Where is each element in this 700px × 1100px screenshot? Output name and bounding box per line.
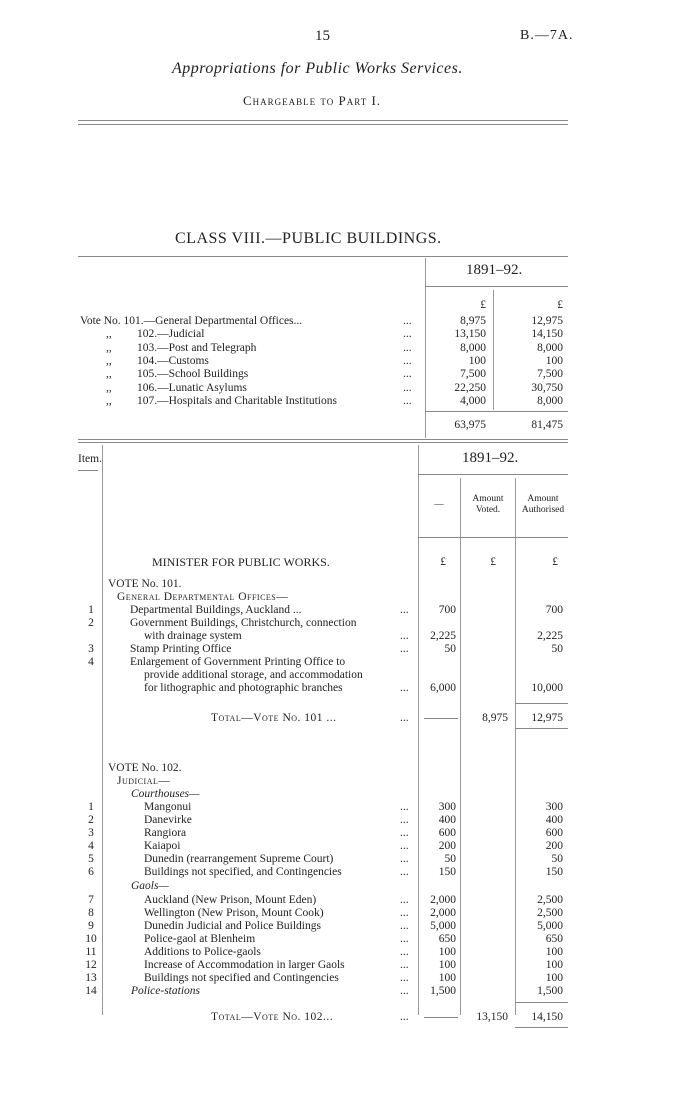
item-amount: 100 — [438, 946, 456, 958]
item-amount: 50 — [444, 853, 456, 865]
header-rule — [78, 120, 568, 121]
item-number: 1 — [88, 604, 94, 616]
summary-ditto: ,, — [106, 394, 112, 407]
summary-ditto: ,, — [106, 328, 112, 341]
item-amount: 2,000 — [430, 894, 456, 906]
item-dots: ... — [400, 907, 409, 919]
section-rule — [78, 439, 568, 440]
vote-102-authorised-rule — [515, 1002, 568, 1003]
vote-102-total-dots: ... — [400, 1011, 409, 1023]
item-authorised: 2,225 — [537, 630, 563, 642]
summary-year-rule — [425, 286, 568, 287]
summary-row-col1: 8,000 — [460, 341, 486, 354]
item-authorised: 150 — [545, 866, 563, 878]
item-number: 14 — [85, 985, 97, 997]
courthouses-heading: Courthouses— — [131, 788, 200, 800]
vote-102-total-label: Total—Vote No. 102... — [211, 1011, 334, 1023]
document-reference: B.—7A. — [520, 28, 574, 43]
item-number: 11 — [85, 946, 97, 958]
vote-101-total-label: Total—Vote No. 101 ... — [211, 712, 337, 724]
vote-102-total-voted: 13,150 — [476, 1011, 508, 1023]
item-dots: ... — [400, 959, 409, 971]
summary-ditto: ,, — [106, 341, 112, 354]
summary-col1-unit: £ — [480, 299, 486, 311]
item-authorised: 100 — [545, 972, 563, 984]
page-subtitle: Chargeable to Part I. — [243, 93, 382, 108]
item-amount: 2,225 — [430, 630, 456, 642]
item-description: Rangiora — [144, 827, 187, 839]
item-amount: 650 — [438, 933, 456, 945]
summary-col2-unit: £ — [557, 299, 563, 311]
item-amount: 400 — [438, 814, 456, 826]
detail-voted-border — [460, 478, 461, 1015]
item-authorised: 300 — [545, 801, 563, 813]
vote-101-dash — [424, 718, 458, 719]
summary-top-rule — [78, 256, 568, 257]
item-dots: ... — [400, 840, 409, 852]
item-dots: ... — [400, 801, 409, 813]
item-number: 3 — [88, 643, 94, 655]
summary-row-col1: 7,500 — [460, 368, 486, 381]
summary-col-divider — [493, 290, 494, 410]
item-number: 10 — [85, 933, 97, 945]
detail-year-rule — [418, 474, 568, 475]
item-description: Auckland (New Prison, Mount Eden) — [144, 894, 317, 906]
item-amount: 6,000 — [430, 682, 456, 694]
summary-row-col1: 100 — [468, 354, 486, 367]
summary-row-col2: 8,000 — [537, 341, 563, 354]
item-description: Danevirke — [144, 814, 192, 826]
item-description: Enlargement of Government Printing Office to — [130, 656, 346, 668]
item-amount: 100 — [438, 972, 456, 984]
item-authorised: 600 — [545, 827, 563, 839]
item-amount: 600 — [438, 827, 456, 839]
item-dots: ... — [400, 643, 409, 655]
item-amount: 700 — [438, 604, 456, 616]
item-dots: ... — [400, 985, 409, 997]
vote-101-bottom-rule — [515, 728, 568, 729]
item-description: Wellington (New Prison, Mount Cook) — [144, 907, 324, 919]
item-dots: ... — [400, 604, 409, 616]
minister-heading: MINISTER FOR PUBLIC WORKS. — [152, 555, 330, 569]
summary-row-dots: ... — [403, 381, 412, 394]
detail-year: 1891–92. — [462, 450, 519, 466]
summary-row-label: 106.—Lunatic Asylums — [137, 381, 247, 394]
item-dots: ... — [400, 814, 409, 826]
section-rule-2 — [78, 442, 568, 443]
item-description: Police-gaol at Blenheim — [144, 933, 256, 945]
summary-row-dots: ... — [403, 354, 412, 367]
summary-row-col2: 30,750 — [531, 381, 563, 394]
item-authorised: 10,000 — [531, 682, 563, 694]
vote-101-total-authorised: 12,975 — [531, 712, 563, 724]
amount-voted-header: Amount Voted. — [472, 494, 504, 515]
item-header-rule — [78, 470, 98, 471]
item-number: 12 — [85, 959, 97, 971]
item-number: 7 — [88, 894, 94, 906]
summary-row-col2: 14,150 — [531, 328, 563, 341]
summary-row-col1: 13,150 — [454, 328, 486, 341]
item-number: 13 — [85, 972, 97, 984]
summary-row-col2: 12,975 — [531, 315, 563, 327]
item-description: Kaiapoi — [144, 840, 181, 852]
summary-ditto: ,, — [106, 354, 112, 367]
detail-col-head-rule — [418, 537, 568, 538]
item-authorised: 50 — [551, 853, 563, 865]
summary-total-col1: 63,975 — [454, 419, 486, 431]
item-number: 9 — [88, 920, 94, 932]
vote-101-authorised-rule — [515, 703, 568, 704]
summary-ditto: ,, — [106, 381, 112, 394]
summary-ditto: ,, — [106, 368, 112, 381]
detail-amount-border — [418, 445, 419, 1015]
item-dots: ... — [400, 853, 409, 865]
vote-102-dash — [424, 1017, 458, 1018]
item-dots: ... — [400, 933, 409, 945]
item-authorised: 2,500 — [537, 894, 563, 906]
item-authorised: 400 — [545, 814, 563, 826]
item-authorised: 100 — [545, 946, 563, 958]
item-dots: ... — [400, 946, 409, 958]
item-column-header: Item. — [78, 453, 102, 465]
summary-row-col1: 4,000 — [460, 394, 486, 407]
item-description: Buildings not specified, and Contingencies — [144, 866, 342, 878]
item-amount: 1,500 — [430, 985, 456, 997]
item-dots: ... — [400, 866, 409, 878]
item-description: provide additional storage, and accommodation — [144, 669, 363, 681]
vote-101-subheading: General Departmental Offices— — [117, 591, 289, 603]
vote-102-total-authorised: 14,150 — [531, 1011, 563, 1023]
item-description: with drainage system — [144, 630, 242, 642]
summary-row-dots: ... — [403, 315, 412, 327]
header-rule-2 — [78, 124, 568, 125]
item-description: Buildings not specified and Contingencies — [144, 972, 339, 984]
item-authorised: 1,500 — [537, 985, 563, 997]
item-authorised: 700 — [545, 604, 563, 616]
vote-101-heading: VOTE No. 101. — [108, 578, 182, 590]
summary-row-dots: ... — [403, 341, 412, 354]
summary-row-dots: ... — [403, 368, 412, 381]
item-number: 2 — [88, 617, 94, 629]
class-heading: CLASS VIII.—PUBLIC BUILDINGS. — [175, 230, 442, 247]
summary-row-label: 102.—Judicial — [137, 328, 205, 341]
item-dots: ... — [400, 920, 409, 932]
summary-row-col1: 22,250 — [454, 381, 486, 394]
item-authorised: 2,500 — [537, 907, 563, 919]
item-description: Dunedin (rearrangement Supreme Court) — [144, 853, 334, 865]
item-dots: ... — [400, 682, 409, 694]
item-authorised: 5,000 — [537, 920, 563, 932]
summary-row-col2: 100 — [545, 354, 563, 367]
summary-total-col2: 81,475 — [531, 419, 563, 431]
gaols-heading: Gaols— — [131, 880, 169, 892]
summary-row-label: Vote No. 101.—General Departmental Offices... — [80, 315, 303, 327]
detail-dash-column: — — [434, 500, 444, 510]
item-description: Police-stations — [131, 985, 200, 997]
pound-sign-1: £ — [440, 556, 446, 568]
item-authorised: 200 — [545, 840, 563, 852]
item-dots: ... — [400, 827, 409, 839]
detail-authorised-border — [515, 478, 516, 1015]
item-amount: 300 — [438, 801, 456, 813]
item-authorised: 50 — [551, 643, 563, 655]
pound-sign-3: £ — [552, 556, 558, 568]
item-amount: 50 — [444, 643, 456, 655]
item-dots: ... — [400, 972, 409, 984]
vote-102-heading: VOTE No. 102. — [108, 762, 182, 774]
item-number: 1 — [88, 801, 94, 813]
item-description: Additions to Police-gaols — [144, 946, 261, 958]
item-description: Mangonui — [144, 801, 192, 813]
item-amount: 200 — [438, 840, 456, 852]
vote-102-bottom-rule — [515, 1027, 568, 1028]
item-number: 2 — [88, 814, 94, 826]
item-description: Departmental Buildings, Auckland ... — [130, 604, 302, 616]
summary-total-rule — [425, 411, 568, 412]
item-number: 4 — [88, 840, 94, 852]
vote-101-total-dots: ... — [400, 712, 409, 724]
summary-row-label: 107.—Hospitals and Charitable Institutions — [137, 394, 337, 407]
summary-row-label: 104.—Customs — [137, 354, 209, 367]
summary-year: 1891–92. — [466, 262, 523, 278]
page-number: 15 — [315, 28, 330, 44]
item-amount: 150 — [438, 866, 456, 878]
item-description: Increase of Accommodation in larger Gaols — [144, 959, 345, 971]
item-authorised: 100 — [545, 959, 563, 971]
item-dots: ... — [400, 630, 409, 642]
summary-row-col1: 8,975 — [460, 315, 486, 327]
item-description: Dunedin Judicial and Police Buildings — [144, 920, 321, 932]
item-description: for lithographic and photographic branches — [144, 682, 343, 694]
item-amount: 100 — [438, 959, 456, 971]
summary-row-label: 105.—School Buildings — [137, 368, 249, 381]
amount-authorised-header: Amount Authorised — [521, 494, 565, 515]
item-number: 6 — [88, 866, 94, 878]
summary-row-col2: 8,000 — [537, 394, 563, 407]
item-number: 4 — [88, 656, 94, 668]
item-dots: ... — [400, 894, 409, 906]
item-number: 3 — [88, 827, 94, 839]
item-authorised: 650 — [545, 933, 563, 945]
page-title: Appropriations for Public Works Services. — [172, 60, 463, 77]
summary-row-col2: 7,500 — [537, 368, 563, 381]
summary-row-dots: ... — [403, 328, 412, 341]
item-number: 8 — [88, 907, 94, 919]
item-description: Stamp Printing Office — [130, 643, 232, 655]
vote-101-total-voted: 8,975 — [482, 712, 508, 724]
summary-row-dots: ... — [403, 394, 412, 407]
summary-row-label: 103.—Post and Telegraph — [137, 341, 257, 354]
detail-left-border — [102, 445, 103, 1015]
vote-102-subheading: Judicial— — [117, 775, 171, 787]
item-description: Government Buildings, Christchurch, connection — [130, 617, 357, 629]
item-amount: 2,000 — [430, 907, 456, 919]
item-number: 5 — [88, 853, 94, 865]
item-amount: 5,000 — [430, 920, 456, 932]
pound-sign-2: £ — [490, 556, 496, 568]
